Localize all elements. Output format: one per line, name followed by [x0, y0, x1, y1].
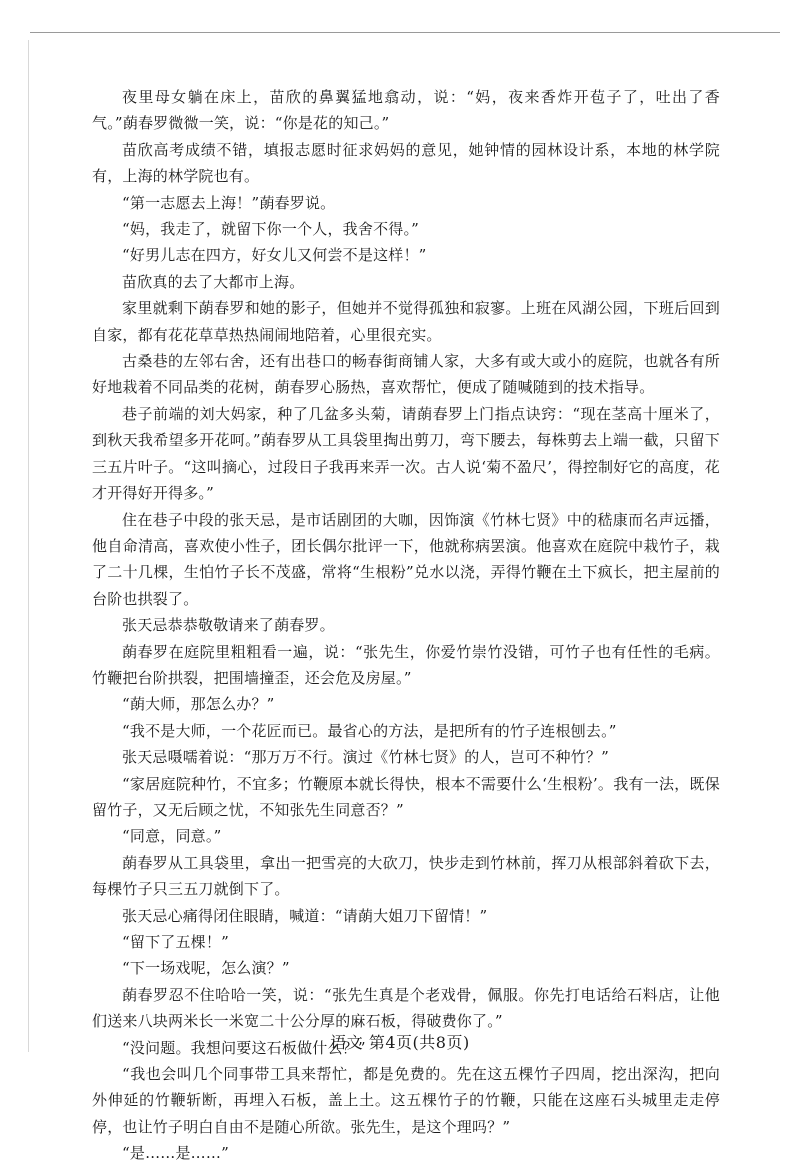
paragraph: “是……是……”: [122, 1144, 229, 1163]
paragraph: “第一志愿去上海！”蓢春罗说。: [122, 193, 336, 212]
exam-page-body: [92, 84, 720, 1167]
paragraph: “下一场戏呢，怎么演？”: [122, 959, 290, 978]
paragraph: “留下了五棵！”: [122, 933, 229, 951]
scan-top-edge: [30, 32, 780, 33]
paragraph: 蓢春罗忍不住哈哈一笑，说：“张先生真是个老戏骨，佩服。你先打电话给石料店，让他们送来八块两米长一米宽二十公分厚的麻石板，得破费你了。”: [92, 985, 720, 1031]
paragraph: “好男儿志在四方，好女儿又何尝不是这样！”: [122, 246, 427, 265]
paragraph: 苗欣真的去了大都市上海。: [122, 272, 305, 291]
paragraph: 夜里母女躺在床上，苗欣的鼻翼猛地翕动，说：“妈，夜来香炸开苞子了，吐出了香气。”蓢春罗微微一笑，说：“你是花的知己。”: [92, 88, 720, 133]
paragraph: 家里就剩下蓢春罗和她的影子，但她并不觉得孤独和寂寥。上班在风湖公园，下班后回到自家，都有花花草草热热闹闹地陪着，心里很充实。: [92, 299, 720, 344]
paragraph: 张天忌恭恭敬敬请来了蓢春罗。: [122, 616, 335, 635]
paragraph: 住在巷子中段的张天忌，是市话剧团的大咖，因饰演《竹林七贤》中的嵇康而名声远播，他自命清高，喜欢使小性子，团长偶尔批评一下，他就称病罢演。他喜欢在庭院中栽竹子，栽了二十几棵，生怕竹子长不茂盛，常将“生根粉”兑水以浇，弄得竹鞭在土下疯长，把主屋前的台阶也拱裂了。: [92, 510, 720, 608]
paragraph: 蓢春罗在庭院里粗粗看一遍，说：“张先生，你爱竹崇竹没错，可竹子也有任性的毛病。竹鞭把台阶拱裂，把围墙撞歪，还会危及房屋。”: [92, 642, 720, 687]
paragraph: “同意，同意。”: [122, 827, 222, 846]
paragraph: 巷子前端的刘大妈家，种了几盆多头菊，请蓢春罗上门指点诀窍：“现在茎高十厘米了，到秋天我希望多开花呵。”蓢春罗从工具袋里掏出剪刀，弯下腰去，每株剪去上端一截，只留下三五片叶子。“这叫摘心，过段日子我再来弄一次。古人说‘菊不盈尺’，得控制好它的高度，花才开得好开得多。”: [92, 404, 720, 503]
scan-left-edge: [28, 40, 29, 1052]
paragraph: “蓢大师，那怎么办？”: [122, 695, 275, 714]
page-footer: 语文 第4页(共8页): [330, 1033, 470, 1052]
paragraph: 蓢春罗从工具袋里，拿出一把雪亮的大砍刀，快步走到竹林前，挥刀从根部斜着砍下去，每棵竹子只三五刀就倒下了。: [92, 853, 720, 899]
paragraph: “妈，我走了，就留下你一个人，我舍不得。”: [122, 220, 420, 239]
paragraph: 苗欣高考成绩不错，填报志愿时征求妈妈的意见，她钟情的园林设计系，本地的林学院有，上海的林学院也有。: [92, 140, 720, 186]
paragraph: 张天忌嗫嚅着说：“那万万不行。演过《竹林七贤》的人，岂可不种竹？”: [122, 748, 609, 767]
paragraph: “家居庭院种竹，不宜多；竹鞭原本就长得快，根本不需要什么‘生根粉’。我有一法，既保留竹子，又无后顾之忧，不知张先生同意否？”: [92, 774, 720, 819]
paragraph: “没问题。我想问要这石板做什么？”: [122, 1038, 366, 1057]
paragraph: “我不是大师，一个花匠而已。最省心的方法，是把所有的竹子连根刨去。”: [122, 721, 617, 740]
paragraph: 张天忌心痛得闭住眼睛，喊道：“请蓢大姐刀下留情！”: [122, 906, 488, 925]
paragraph: 古桑巷的左邻右舍，还有出巷口的畅春街商铺人家，大多有或大或小的庭院，也就各有所好地栽着不同品类的花树，蓢春罗心肠热，喜欢帮忙，便成了随喊随到的技术指导。: [92, 352, 720, 397]
paragraph: “我也会叫几个同事带工具来帮忙，都是免费的。先在这五棵竹子四周，挖出深沟，把向外伸延的竹鞭斩断，再埋入石板，盖上土。这五棵竹子的竹鞭，只能在这座石头城里走走停停，也让竹子明白自由不是随心所欲。张先生，是这个理吗？”: [92, 1065, 720, 1136]
